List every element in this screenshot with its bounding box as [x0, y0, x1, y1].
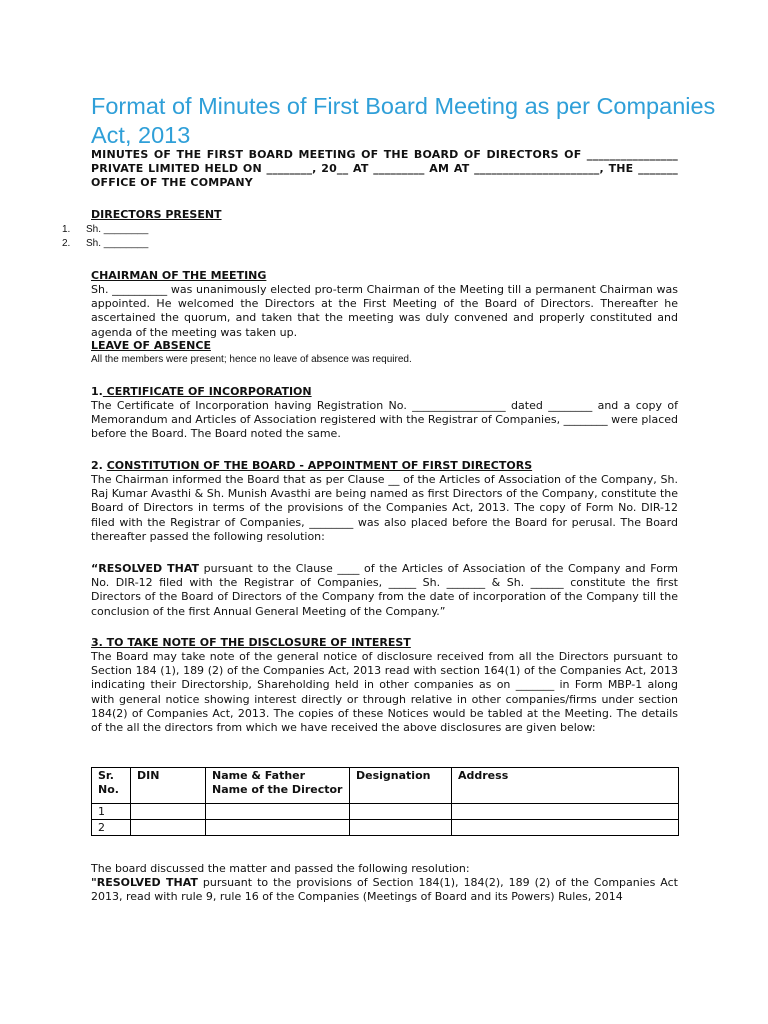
leave-heading: LEAVE OF ABSENCE: [91, 339, 211, 352]
resolution-lead: "RESOLVED THAT: [91, 876, 198, 889]
section2-paragraph: The Chairman informed the Board that as per Clause __ of the Articles of Association of the Company, Sh. Raj Kumar Avasthi & Sh. Munish Avasthi are being named as first Directors of the Company, constitute the Board of Directors in terms of the provisions of the Companies Act, 2013. The copy of Form No. DIR-12 filed with the Registrar of Companies, ________ was also placed before the Board for perusal. The Board thereafter passed the following resolution:: [91, 473, 678, 543]
directors-present-heading: DIRECTORS PRESENT: [91, 208, 222, 221]
directors-list: [62, 223, 148, 251]
section3-resolution: [91, 876, 678, 904]
table-cell: [131, 820, 206, 836]
section3-paragraph: The Board may take note of the general notice of disclosure received from all the Directors pursuant to Section 184 (1), 189 (2) of the Companies Act, 2013 read with section 164(1) of the Companies Act, 2013 indicating their Directorship, Shareholding held in other companies as on _______ in Form MBP-1 along with general notice showing interest directly or through relative in other companies/firms under section 184(2) of Companies Act, 2013. The copies of these Notices would be tabled at the Meeting. The details of the all the directors from which we have received the above disclosures are given below:: [91, 650, 678, 735]
section-number: 2.: [91, 459, 103, 472]
col-header-name: Name & Father Name of the Director: [206, 768, 350, 804]
col-header-designation: Designation: [350, 768, 452, 804]
page-title: Format of Minutes of First Board Meeting as per Companies Act, 2013: [91, 93, 716, 148]
section-title: CONSTITUTION OF THE BOARD - APPOINTMENT OF FIRST DIRECTORS: [106, 459, 533, 472]
leave-paragraph: All the members were present; hence no leave of absence was required.: [91, 354, 412, 365]
table-cell: [131, 804, 206, 820]
resolution-text: pursuant to the provisions of Section 184(1), 184(2), 189 (2) of the Companies Act 2013, read with rule 9, rule 16 of the Companies (Meetings of Board and its Powers) Rules, 2014: [91, 876, 678, 904]
section2-resolution: [91, 562, 678, 619]
table-header-row: [92, 768, 679, 804]
chairman-paragraph: Sh. __________ was unanimously elected pro-term Chairman of the Meeting till a permanent Chairman was appointed. He welcomed the Directors at the First Meeting of the Board of Directors. Thereafter he ascertained the quorum, and taken that the meeting was duly convened and properly constituted and agenda of the meeting was taken up.: [91, 283, 678, 339]
list-item: [62, 237, 148, 251]
resolution-text: pursuant to the Clause ____ of the Articles of Association of the Company and Form No. DIR-12 filed with the Registrar of Companies, _____ Sh. _______ & Sh. ______ constitute the first Directors of the Board of Directors of the Company from the date of incorporation of the Company till the conclusion of the first Annual General Meeting of the Company.”: [91, 562, 679, 618]
minutes-heading: MINUTES OF THE FIRST BOARD MEETING OF THE BOARD OF DIRECTORS OF ________________ PRIVATE LIMITED HELD ON ________, 20__ AT _________ AM AT ______________________, THE _______ OFFICE OF THE COMPANY: [91, 148, 678, 189]
list-number: 2.: [62, 238, 71, 249]
section-title: CERTIFICATE OF INCORPORATION: [102, 385, 312, 398]
col-header-address: Address: [452, 768, 679, 804]
table-cell: [452, 804, 679, 820]
table-cell: [206, 804, 350, 820]
list-text: Sh. ________: [86, 238, 149, 249]
table-cell: [206, 820, 350, 836]
section3-heading: 3. TO TAKE NOTE OF THE DISCLOSURE OF INTEREST: [91, 636, 411, 649]
section-number: 1.: [91, 385, 103, 398]
table-cell: [350, 804, 452, 820]
directors-table: [91, 767, 679, 836]
section2-heading: [91, 459, 678, 473]
col-header-sr-no: Sr. No.: [92, 768, 131, 804]
table-cell: [350, 820, 452, 836]
section1-heading: [91, 385, 678, 399]
table-row: [92, 820, 679, 836]
table-cell: 1: [92, 804, 131, 820]
col-header-din: DIN: [131, 768, 206, 804]
chairman-heading: CHAIRMAN OF THE MEETING: [91, 269, 267, 282]
table-cell: 2: [92, 820, 131, 836]
list-item: [62, 223, 148, 237]
table-row: [92, 804, 679, 820]
section1-paragraph: The Certificate of Incorporation having Registration No. _________________ dated ________ and a copy of Memorandum and Articles of Association registered with the Registrar of Companies, ________ were placed before the Board. The Board noted the same.: [91, 399, 678, 441]
resolution-lead: “RESOLVED THAT: [91, 562, 199, 575]
table-cell: [452, 820, 679, 836]
list-text: Sh. ________: [86, 224, 149, 235]
section3-discussion: The board discussed the matter and passed the following resolution:: [91, 862, 470, 875]
list-number: 1.: [62, 224, 71, 235]
